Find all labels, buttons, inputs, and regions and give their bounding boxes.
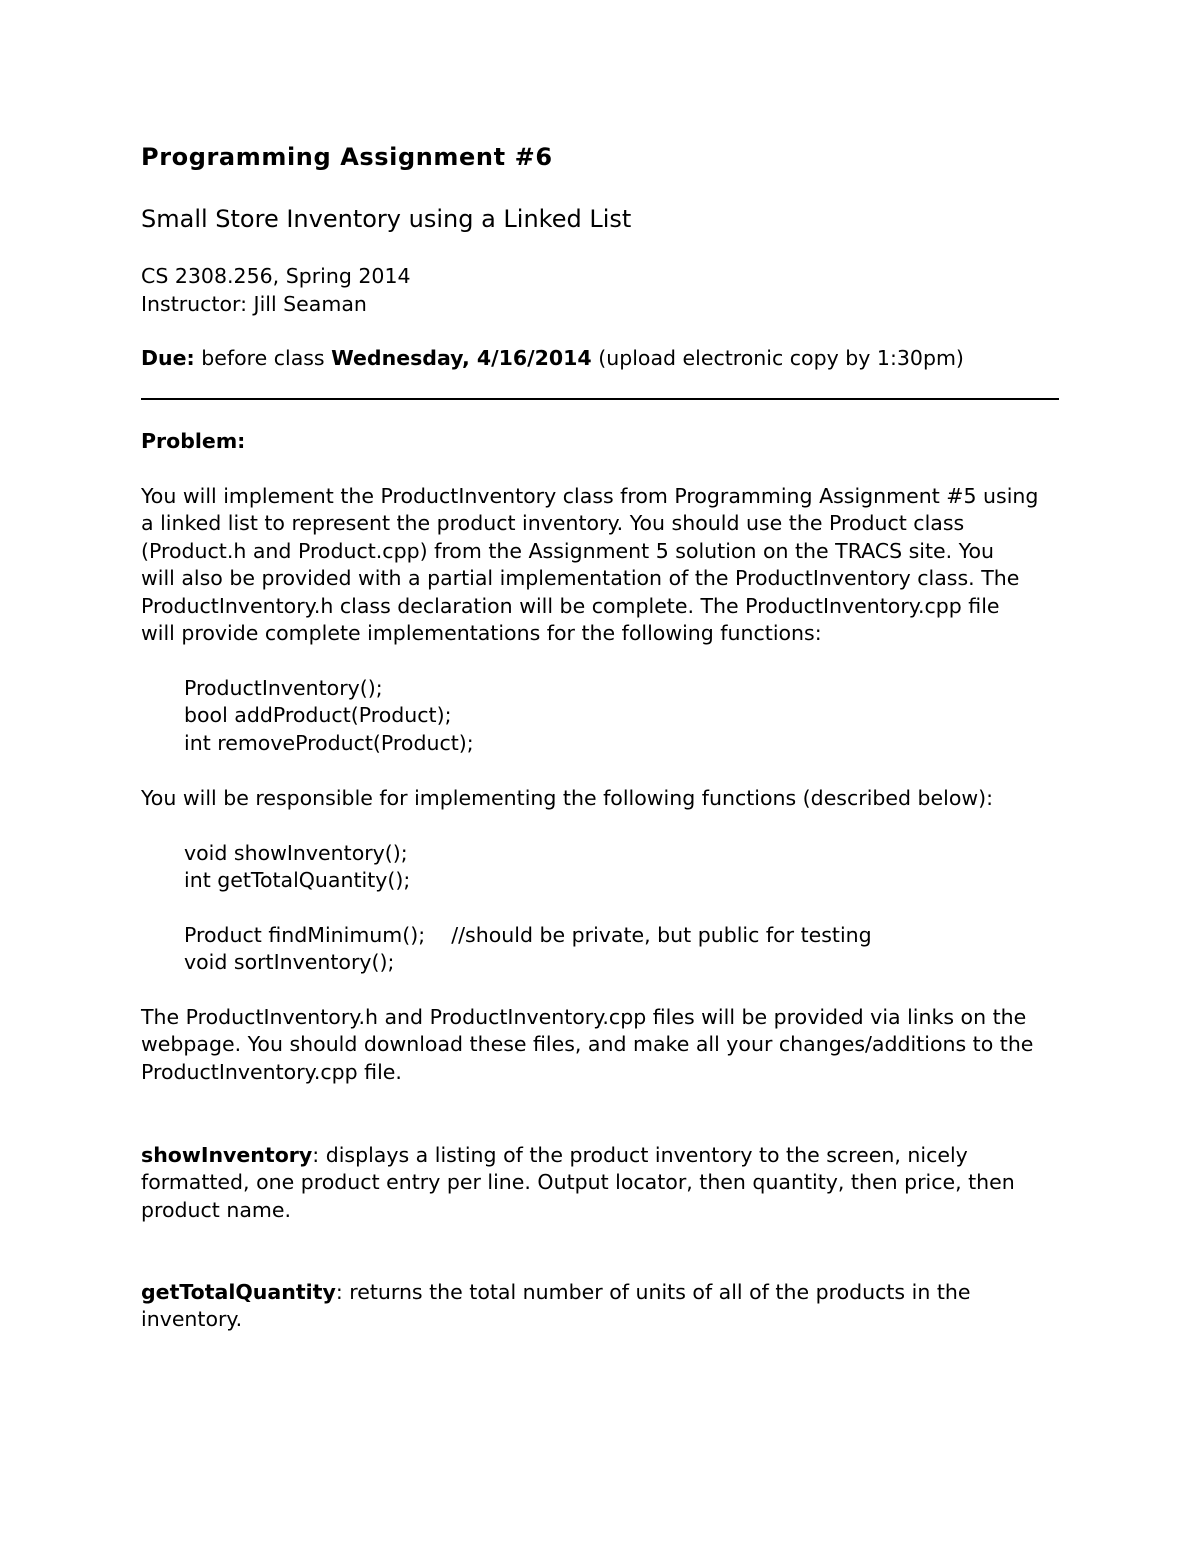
function-signature: ProductInventory();	[184, 676, 383, 700]
paragraph-line: (Product.h and Product.cpp) from the Assignment 5 solution on the TRACS site. You	[141, 538, 995, 563]
files-paragraph	[141, 1004, 1059, 1086]
function-signature: Product findMinimum(); //should be private, but public for testing	[184, 923, 872, 947]
required-functions-list-a	[184, 840, 410, 895]
due-line	[141, 345, 964, 372]
required-functions-list-b	[184, 922, 872, 977]
paragraph-line: formatted, one product entry per line. Output locator, then quantity, then price, then	[141, 1170, 1015, 1195]
paragraph-line: will also be provided with a partial implementation of the ProductInventory class. The	[141, 566, 1020, 591]
instructor-line: Instructor: Jill Seaman	[141, 292, 367, 316]
paragraph-line: ProductInventory.cpp file.	[141, 1059, 402, 1084]
paragraph-line: inventory.	[141, 1307, 243, 1332]
paragraph-line: ProductInventory.h class declaration will be complete. The ProductInventory.cpp file	[141, 593, 1000, 618]
assignment-subtitle: Small Store Inventory using a Linked List	[141, 205, 632, 233]
horizontal-rule	[141, 398, 1059, 400]
paragraph-line: getTotalQuantity: returns the total number of units of all of the products in the	[141, 1280, 971, 1304]
course-line: CS 2308.256, Spring 2014	[141, 264, 411, 288]
paragraph-line: showInventory: displays a listing of the product inventory to the screen, nicely	[141, 1143, 968, 1167]
paragraph-line: webpage. You should download these files, and make all your changes/additions to the	[141, 1032, 1034, 1057]
function-signature: int getTotalQuantity();	[184, 868, 411, 893]
intro-paragraph	[141, 483, 1059, 647]
problem-heading: Problem:	[141, 429, 246, 453]
function-name: getTotalQuantity	[141, 1280, 336, 1304]
total-quantity-description	[141, 1279, 1059, 1334]
paragraph-line: will provide complete implementations for the following functions:	[141, 621, 822, 646]
function-signature: void showInventory();	[184, 841, 408, 865]
due-text-2: (upload electronic copy by 1:30pm)	[591, 346, 964, 370]
function-signature: void sortInventory();	[184, 950, 395, 975]
function-name: showInventory	[141, 1143, 313, 1167]
paragraph-line: product name.	[141, 1197, 292, 1222]
assignment-title: Programming Assignment #6	[141, 143, 553, 171]
function-signature: int removeProduct(Product);	[184, 730, 474, 755]
paragraph-line: You will implement the ProductInventory class from Programming Assignment #5 using	[141, 484, 1039, 508]
function-signature: bool addProduct(Product);	[184, 703, 452, 728]
paragraph-line: a linked list to represent the product inventory. You should use the Product class	[141, 511, 965, 536]
responsible-line: You will be responsible for implementing the following functions (described below):	[141, 786, 994, 810]
due-label: Due:	[141, 346, 195, 370]
due-date: Wednesday, 4/16/2014	[331, 346, 592, 370]
due-text-1: before class	[194, 346, 332, 370]
show-inventory-description	[141, 1142, 1059, 1224]
paragraph-line: The ProductInventory.h and ProductInventory.cpp files will be provided via links on the	[141, 1005, 1027, 1029]
provided-functions-list	[184, 675, 474, 757]
